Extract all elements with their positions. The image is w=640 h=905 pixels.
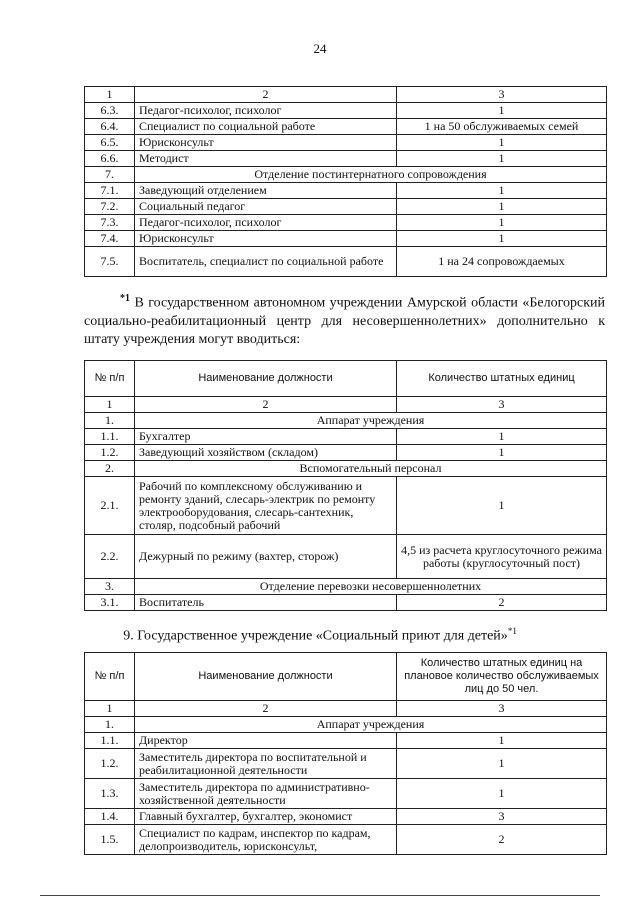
position-count: 1 — [397, 135, 607, 151]
column-number: 3 — [397, 701, 607, 717]
position-name: Директор — [135, 733, 397, 749]
row-number: 1.5. — [85, 825, 135, 855]
header-position: Наименование должности — [135, 653, 397, 701]
table-row — [85, 247, 607, 277]
position-count: 1 — [397, 445, 607, 461]
row-number: 1.4. — [85, 809, 135, 825]
table-row — [85, 119, 607, 135]
position-name: Воспитатель — [135, 595, 397, 611]
position-name: Методист — [135, 151, 397, 167]
table-row — [85, 477, 607, 535]
position-name: Заместитель директора по воспитательной и реабилитационной деятельности — [135, 749, 397, 779]
row-number: 7.2. — [85, 199, 135, 215]
row-number: 1.1. — [85, 733, 135, 749]
header-position: Наименование должности — [135, 361, 397, 397]
section-row — [85, 717, 607, 733]
position-name: Педагог-психолог, психолог — [135, 103, 397, 119]
header-count: Количество штатных единиц на плановое количество обслуживаемых лиц до 50 чел. — [397, 653, 607, 701]
row-number: 7.5. — [85, 247, 135, 277]
row-number: 2.2. — [85, 535, 135, 579]
position-count: 1 — [397, 183, 607, 199]
row-number: 3.1. — [85, 595, 135, 611]
column-number: 1 — [85, 87, 135, 103]
table-row — [85, 445, 607, 461]
column-number: 3 — [397, 87, 607, 103]
row-number: 6.6. — [85, 151, 135, 167]
section-heading-9 — [0, 626, 640, 645]
position-name: Педагог-психолог, психолог — [135, 215, 397, 231]
position-name: Воспитатель, специалист по социальной работе — [135, 247, 397, 277]
table-column-headers — [85, 653, 607, 701]
position-count: 2 — [397, 595, 607, 611]
position-count: 1 — [397, 103, 607, 119]
table-shelter-staff — [84, 652, 607, 855]
row-number: 1.3. — [85, 779, 135, 809]
footnote-mark: *1 — [507, 626, 517, 636]
footnote-mark: *1 — [120, 293, 130, 304]
position-name: Юрисконсульт — [135, 231, 397, 247]
row-number: 6.4. — [85, 119, 135, 135]
row-number: 7.3. — [85, 215, 135, 231]
position-name: Дежурный по режиму (вахтер, сторож) — [135, 535, 397, 579]
section-row — [85, 413, 607, 429]
table-number-row — [85, 397, 607, 413]
section-title: Отделение постинтернатного сопровождения — [135, 167, 607, 183]
table-row — [85, 809, 607, 825]
header-number: № п/п — [85, 653, 135, 701]
position-count: 1 — [397, 151, 607, 167]
table-column-headers — [85, 361, 607, 397]
section-row — [85, 461, 607, 477]
position-name: Специалист по кадрам, инспектор по кадрам, делопроизводитель, юрисконсульт, — [135, 825, 397, 855]
table-row — [85, 779, 607, 809]
position-count: 4,5 из расчета круглосуточного режима работы (круглосуточный пост) — [397, 535, 607, 579]
table-row — [85, 749, 607, 779]
table-row — [85, 199, 607, 215]
position-name: Юрисконсульт — [135, 135, 397, 151]
column-number: 3 — [397, 397, 607, 413]
table-header-row — [85, 87, 607, 103]
row-number: 1.2. — [85, 445, 135, 461]
table-row — [85, 231, 607, 247]
row-number: 3. — [85, 579, 135, 595]
note-text: В государственном автономном учреждении Амурской области «Белогорский социально-реабилитационный центр для несовершеннолетних» дополнительно к штату учреждения могут вводиться: — [84, 295, 606, 347]
position-count: 1 — [397, 429, 607, 445]
position-name: Заместитель директора по административно-хозяйственной деятельности — [135, 779, 397, 809]
row-number: 1.2. — [85, 749, 135, 779]
position-name: Социальный педагог — [135, 199, 397, 215]
table-additional-staff — [84, 360, 607, 611]
column-number: 1 — [85, 397, 135, 413]
position-name: Бухгалтер — [135, 429, 397, 445]
column-number: 2 — [135, 87, 397, 103]
row-number: 6.5. — [85, 135, 135, 151]
section-row — [85, 167, 607, 183]
table-row — [85, 825, 607, 855]
column-number: 1 — [85, 701, 135, 717]
position-name: Заведующий отделением — [135, 183, 397, 199]
table-row — [85, 151, 607, 167]
position-count: 1 — [397, 779, 607, 809]
column-number: 2 — [135, 397, 397, 413]
row-number: 1.1. — [85, 429, 135, 445]
table-row — [85, 429, 607, 445]
table-number-row — [85, 701, 607, 717]
position-count: 2 — [397, 825, 607, 855]
position-name: Заведующий хозяйством (складом) — [135, 445, 397, 461]
section-row — [85, 579, 607, 595]
table-row — [85, 135, 607, 151]
page-bottom-rule — [40, 895, 600, 896]
position-name: Рабочий по комплексному обслуживанию и ремонту зданий, слесарь-электрик по ремонту электрооборудования, слесарь-сантехник, столяр, подсобный рабочий — [135, 477, 397, 535]
position-count: 1 — [397, 231, 607, 247]
column-number: 2 — [135, 701, 397, 717]
table-row — [85, 595, 607, 611]
row-number: 2.1. — [85, 477, 135, 535]
section-title: Аппарат учреждения — [135, 413, 607, 429]
position-count: 1 на 24 сопровождаемых — [397, 247, 607, 277]
position-name: Специалист по социальной работе — [135, 119, 397, 135]
page-number: 24 — [313, 41, 327, 56]
table-row — [85, 103, 607, 119]
section-title: Отделение перевозки несовершеннолетних — [135, 579, 607, 595]
table-row — [85, 733, 607, 749]
position-count: 1 — [397, 199, 607, 215]
table-row — [85, 535, 607, 579]
header-number: № п/п — [85, 361, 135, 397]
table-staff-continued — [84, 86, 607, 277]
row-number: 6.3. — [85, 103, 135, 119]
position-name: Главный бухгалтер, бухгалтер, экономист — [135, 809, 397, 825]
row-number: 7.1. — [85, 183, 135, 199]
row-number: 2. — [85, 461, 135, 477]
note-paragraph — [84, 290, 605, 349]
section-title: Аппарат учреждения — [135, 717, 607, 733]
section-title: Вспомогательный персонал — [135, 461, 607, 477]
table-row — [85, 215, 607, 231]
row-number: 1. — [85, 413, 135, 429]
header-count: Количество штатных единиц — [397, 361, 607, 397]
position-count: 1 — [397, 749, 607, 779]
position-count: 1 — [397, 477, 607, 535]
row-number: 7. — [85, 167, 135, 183]
position-count: 1 — [397, 733, 607, 749]
row-number: 1. — [85, 717, 135, 733]
row-number: 7.4. — [85, 231, 135, 247]
position-count: 3 — [397, 809, 607, 825]
position-count: 1 — [397, 215, 607, 231]
table-row — [85, 183, 607, 199]
position-count: 1 на 50 обслуживаемых семей — [397, 119, 607, 135]
heading-text: 9. Государственное учреждение «Социальный приют для детей» — [123, 628, 508, 644]
